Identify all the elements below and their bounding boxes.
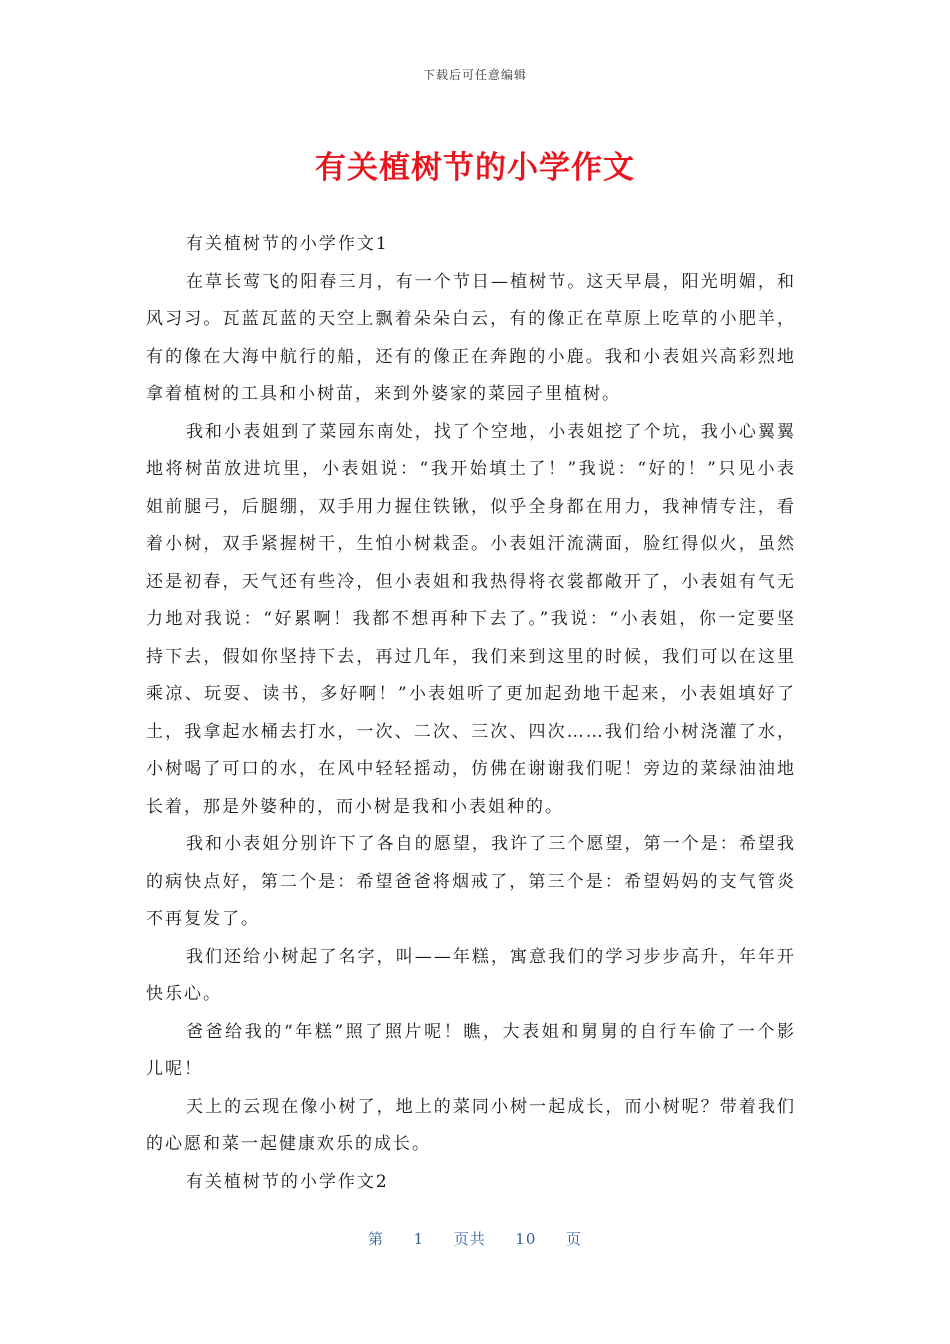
page-number: 1 xyxy=(413,1230,425,1248)
section-heading-1: 有关植树节的小学作文1 xyxy=(185,234,389,254)
paragraph-2: 我和小表姐到了菜园东南处，找了个空地，小表姐挖了个坑，我小心翼翼地将树苗放进坑里，小表姐说：“我开始填土了！”我说：“好的！”只见小表姐前腿弓，后腿绷，双手用力握住铁锹，似乎全身都在用力，我神情专注，看着小树，双手紧握树干，生怕小树栽歪。小表姐汗流满面，脸红得似火，虽然还是初春，天气还有些冷，但小表姐和我热得将衣裳都敞开了，小表姐有气无力地对我说：“好累啊！我都不想再种下去了。”我说：“小表姐，你一定要坚持下去，假如你坚持下去，再过几年，我们来到这里的时候，我们可以在这里乘凉、玩耍、读书，多好啊！”小表姐听了更加起劲地干起来，小表姐填好了土，我拿起水桶去打水，一次、二次、三次、四次……我们给小树浇灌了水，小树喝了可口的水，在风中轻轻摇动，仿佛在谢谢我们呢！旁边的菜绿油油地长着，那是外婆种的，而小树是我和小表姐种的。 xyxy=(146,421,796,817)
document-title: 有关植树节的小学作文 xyxy=(315,150,635,186)
page-label: 第 xyxy=(368,1230,385,1248)
page-footer xyxy=(0,1228,950,1249)
paragraph-5: 爸爸给我的“年糕”照了照片呢！瞧，大表姐和舅舅的自行车偷了一个影儿呢！ xyxy=(146,1021,796,1079)
article-body xyxy=(146,226,796,1201)
paragraph-3: 我和小表姐分别许下了各自的愿望，我许了三个愿望，第一个是：希望我的病快点好，第二个是：希望爸爸将烟戒了，第三个是：希望妈妈的支气管炎不再复发了。 xyxy=(146,834,796,929)
page-suffix: 页 xyxy=(565,1230,582,1248)
paragraph-1: 在草长莺飞的阳春三月，有一个节日—植树节。这天早晨，阳光明媚，和风习习。瓦蓝瓦蓝的天空上飘着朵朵白云，有的像正在草原上吃草的小肥羊，有的像在大海中航行的船，还有的像正在奔跑的小鹿。我和小表姐兴高彩烈地拿着植树的工具和小树苗，来到外婆家的菜园子里植树。 xyxy=(146,271,796,404)
page-total: 10 xyxy=(515,1230,537,1248)
paragraph-4: 我们还给小树起了名字，叫——年糕，寓意我们的学习步步高升，年年开快乐心。 xyxy=(146,946,796,1004)
page-total-label: 页共 xyxy=(453,1230,486,1248)
paragraph-6: 天上的云现在像小树了，地上的菜同小树一起成长，而小树呢？带着我们的心愿和菜一起健康欢乐的成长。 xyxy=(146,1096,796,1154)
section-heading-2: 有关植树节的小学作文2 xyxy=(185,1171,389,1192)
header-note: 下载后可任意编辑 xyxy=(422,68,527,82)
